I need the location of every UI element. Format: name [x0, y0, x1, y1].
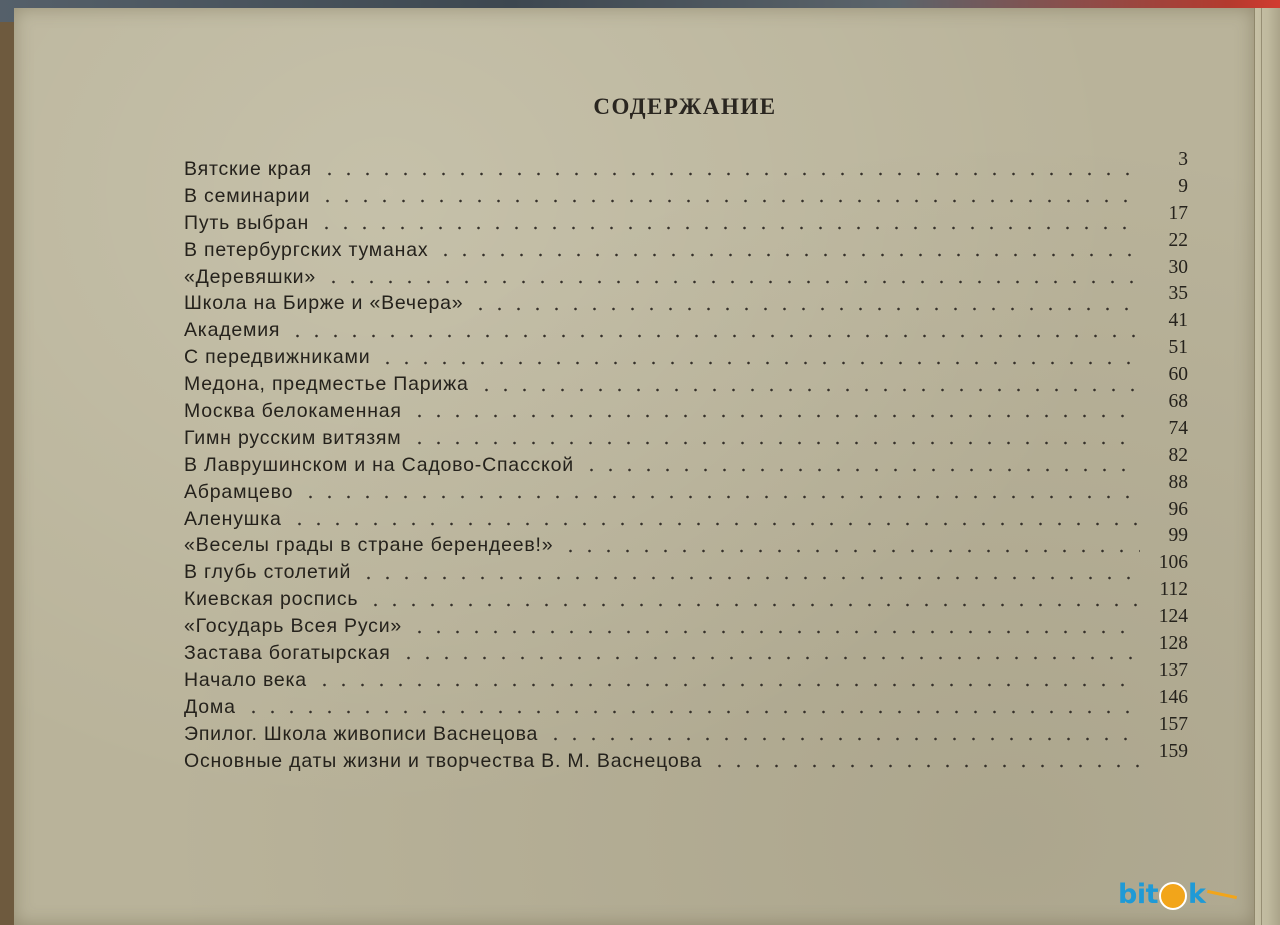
toc-entry-page: 9 — [1178, 175, 1188, 197]
toc-entry-title: В глубь столетий — [184, 561, 352, 584]
toc-entry — [184, 552, 1188, 588]
toc-entry-page: 22 — [1168, 229, 1188, 251]
toc-entry — [184, 606, 1188, 642]
toc-entry-page: 99 — [1168, 525, 1188, 547]
dot-leader — [546, 734, 1140, 744]
toc-entry-title: Школа на Бирже и «Вечера» — [184, 292, 464, 315]
toc-entry — [184, 283, 1188, 319]
dot-leader — [378, 358, 1140, 368]
toc-entry-page: 82 — [1168, 444, 1188, 466]
toc-entry-page: 124 — [1158, 606, 1188, 628]
toc-entry — [184, 175, 1188, 212]
toc-entry-title: «Государь Всея Руси» — [184, 615, 403, 638]
toc-entry-title: В Лаврушинском и на Садово-Спасской — [184, 453, 574, 476]
toc-entry — [184, 364, 1188, 400]
watermark-suffix: k — [1188, 878, 1206, 910]
toc-entry-title: В семинарии — [184, 184, 311, 207]
toc-entry — [184, 444, 1188, 481]
dot-leader — [410, 411, 1140, 421]
toc-entry-page: 96 — [1168, 498, 1188, 520]
toc-entry-page: 128 — [1158, 633, 1188, 655]
dot-leader — [710, 761, 1140, 771]
toc-entry-title: Застава богатырская — [184, 642, 391, 665]
toc-entry-title: «Веселы грады в стране берендеев!» — [184, 534, 554, 557]
toc-entry-page: 159 — [1158, 740, 1188, 762]
toc-entry — [184, 391, 1188, 427]
dot-leader — [477, 385, 1140, 395]
toc-entry — [184, 202, 1188, 239]
toc-entry — [184, 686, 1188, 723]
toc-entry-page: 74 — [1168, 417, 1188, 439]
toc-entry-title: Гимн русским витязям — [184, 426, 402, 449]
toc-entry — [184, 525, 1188, 561]
toc-entry-page: 17 — [1168, 202, 1188, 224]
toc-entry — [184, 579, 1188, 615]
dot-leader — [244, 707, 1140, 717]
swoosh-icon — [1207, 889, 1237, 898]
toc-entry-page: 68 — [1168, 391, 1188, 413]
dot-leader — [436, 250, 1140, 260]
toc-entry-title: С передвижниками — [184, 346, 371, 369]
coin-icon — [1159, 882, 1187, 910]
toc-entry — [184, 149, 1188, 185]
toc-entry — [184, 256, 1188, 293]
toc-entry-page: 51 — [1168, 337, 1188, 359]
toc-entry-title: Академия — [184, 319, 281, 342]
toc-entry-page: 112 — [1159, 579, 1188, 601]
toc-entry — [184, 633, 1188, 669]
toc-entry-page: 106 — [1158, 552, 1188, 574]
toc-entry-page: 41 — [1168, 310, 1188, 332]
toc-entry-title: Аленушка — [184, 507, 282, 530]
toc-entry-page: 35 — [1168, 283, 1188, 305]
dot-leader — [290, 519, 1140, 529]
dot-leader — [359, 573, 1140, 583]
toc-entry-title: Начало века — [184, 668, 307, 691]
toc-entry-page: 137 — [1158, 659, 1188, 681]
watermark-prefix: bit — [1118, 878, 1158, 910]
toc-entry-page: 88 — [1168, 471, 1188, 493]
toc-entry-title: Путь выбран — [184, 211, 310, 234]
toc-entry-title: Киевская роспись — [184, 588, 359, 611]
dot-leader — [288, 331, 1140, 341]
toc-entry — [184, 498, 1188, 535]
page-title: СОДЕРЖАНИЕ — [593, 94, 777, 119]
toc-entry-page: 3 — [1178, 149, 1188, 170]
dot-leader — [318, 196, 1140, 206]
toc-entry-title: Медона, предместье Парижа — [184, 373, 469, 396]
table-of-contents — [184, 149, 1188, 776]
toc-entry-page: 30 — [1168, 256, 1188, 278]
toc-entry-title: В петербургских туманах — [184, 238, 429, 261]
toc-entry-page: 157 — [1158, 713, 1188, 735]
dot-leader — [366, 600, 1140, 610]
toc-entry — [184, 337, 1188, 373]
dot-leader — [315, 680, 1140, 690]
toc-entry-page: 60 — [1168, 364, 1188, 386]
toc-entry-title: Эпилог. Школа живописи Васнецова — [184, 722, 539, 745]
toc-entry — [184, 229, 1188, 266]
dot-leader — [410, 627, 1140, 637]
toc-entry-title: Абрамцево — [184, 480, 294, 503]
dot-leader — [561, 546, 1140, 556]
dot-leader — [317, 223, 1140, 233]
toc-entry — [184, 417, 1188, 454]
toc-entry — [184, 740, 1188, 777]
dot-leader — [301, 492, 1140, 502]
toc-entry-title: Москва белокаменная — [184, 400, 402, 423]
toc-entry — [184, 659, 1188, 696]
toc-entry-title: Основные даты жизни и творчества В. М. Васнецова — [184, 749, 703, 772]
toc-entry-page: 146 — [1158, 686, 1188, 708]
toc-entry-title: Дома — [184, 695, 236, 718]
toc-entry-title: Вятские края — [184, 158, 312, 180]
page-edge — [1254, 8, 1280, 925]
toc-entry — [184, 713, 1188, 750]
dot-leader — [320, 169, 1140, 179]
toc-entry-title: «Деревяшки» — [184, 265, 316, 288]
dot-leader — [471, 304, 1140, 314]
dot-leader — [410, 438, 1140, 448]
dot-leader — [582, 465, 1140, 475]
toc-entry — [184, 310, 1188, 346]
toc-entry — [184, 471, 1188, 508]
watermark-logo — [1118, 876, 1237, 912]
dot-leader — [324, 277, 1140, 287]
dot-leader — [399, 653, 1140, 663]
